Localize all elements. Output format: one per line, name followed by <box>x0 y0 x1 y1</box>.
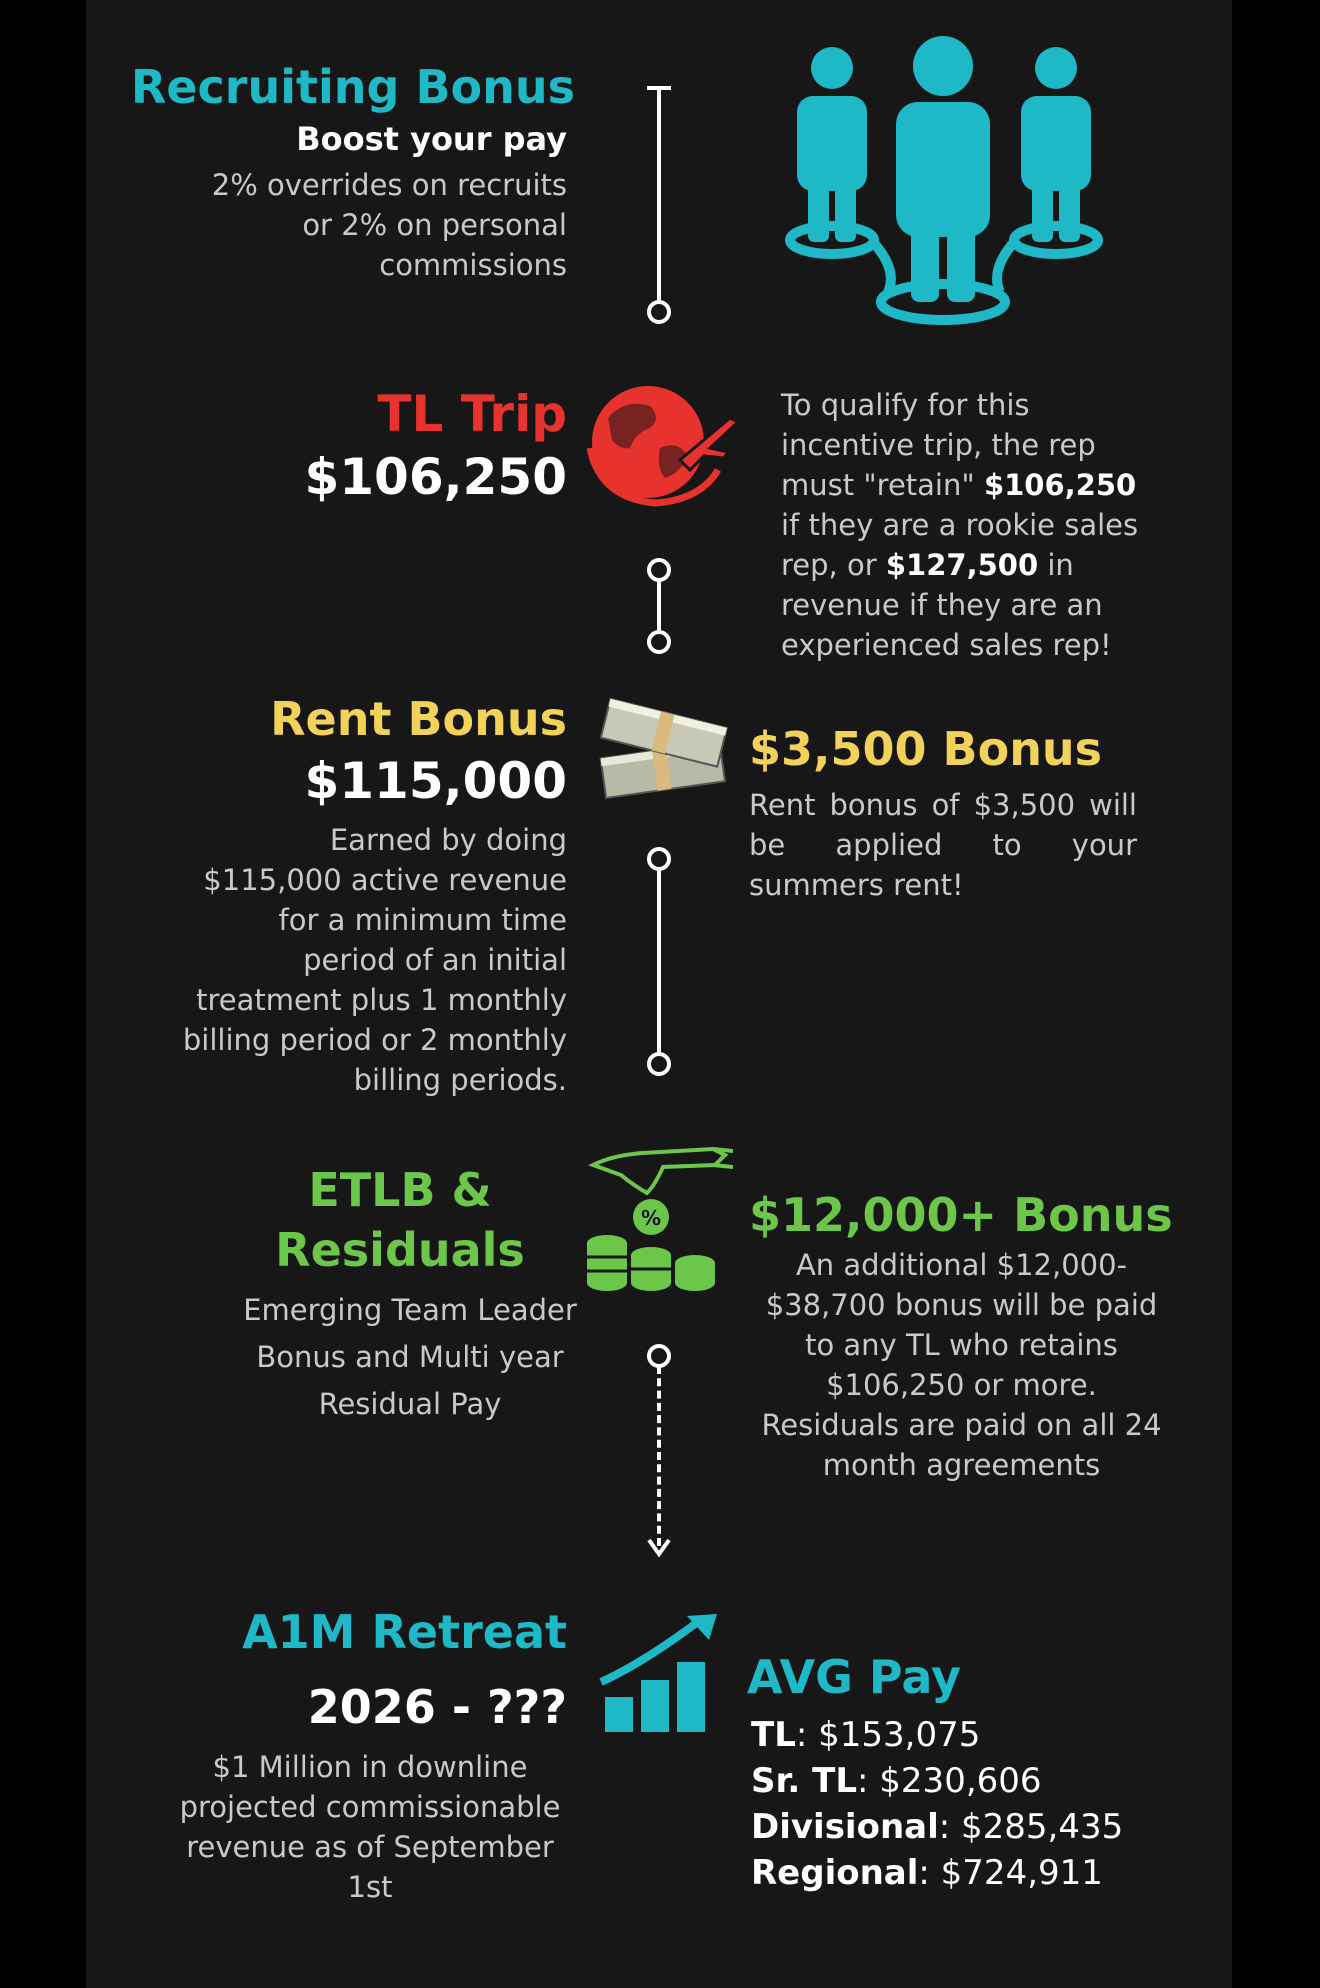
timeline-dot <box>647 300 671 324</box>
rent-bonus-title: $3,500 Bonus <box>749 722 1103 776</box>
avg-pay-label: TL <box>751 1715 796 1755</box>
rent-bonus-description: Rent bonus of $3,500 will be applied to your summers rent! <box>749 788 1137 902</box>
globe-plane-icon <box>580 378 740 513</box>
etlb-bonus-description <box>749 1245 1174 1485</box>
etlb-description <box>210 1287 610 1428</box>
avg-pay-title: AVG Pay <box>747 1650 961 1704</box>
text-line: month agreements <box>822 1448 1101 1482</box>
text-line: $1 Million in downline <box>212 1750 528 1784</box>
text-line: or 2% on personal <box>302 208 567 242</box>
avg-pay-value: : $285,435 <box>938 1807 1124 1847</box>
text-line: $115,000 active revenue <box>203 863 567 897</box>
text-line: Bonus and Multi year <box>256 1340 564 1374</box>
recruiting-subtitle: Boost your pay <box>296 120 567 158</box>
growth-chart-icon <box>595 1612 720 1737</box>
avg-pay-list <box>751 1712 1123 1896</box>
text-line: Residuals are paid on all 24 <box>761 1408 1162 1442</box>
avg-pay-row <box>751 1712 1123 1758</box>
percent-symbol: % <box>640 1206 662 1230</box>
retreat-description <box>175 1747 565 1907</box>
text-span: To qualify for this incentive trip, the rep must "retain" <box>781 388 1096 502</box>
text-span: if they are a rookie sales rep, or <box>781 508 1139 582</box>
avg-pay-row <box>751 1804 1123 1850</box>
text-line: commissions <box>379 248 567 282</box>
text-line: period of an initial <box>303 943 567 977</box>
text-line: treatment plus 1 monthly <box>196 983 567 1017</box>
hand-coins-icon <box>583 1145 733 1295</box>
retreat-year: 2026 - ??? <box>307 1680 567 1734</box>
text-line: billing periods. <box>353 1063 567 1097</box>
text-line: $38,700 bonus will be paid <box>765 1288 1158 1322</box>
text-line: An additional $12,000- <box>795 1248 1128 1282</box>
avg-pay-value: : $153,075 <box>795 1715 981 1755</box>
text-line: to any TL who retains <box>805 1328 1118 1362</box>
etlb-title-line: ETLB & <box>308 1163 492 1217</box>
tl-trip-description <box>781 385 1161 665</box>
money-stack-icon <box>580 690 740 810</box>
text-line: billing period or 2 monthly <box>182 1023 567 1057</box>
rent-amount: $115,000 <box>304 752 567 810</box>
people-network-icon <box>778 30 1108 330</box>
avg-pay-value: : $230,606 <box>857 1761 1042 1801</box>
retreat-title: A1M Retreat <box>242 1605 567 1659</box>
etlb-title-line: Residuals <box>275 1223 525 1277</box>
timeline-dot <box>647 1344 671 1368</box>
rookie-amount: $106,250 <box>983 468 1137 502</box>
tl-trip-title: TL Trip <box>377 385 567 443</box>
text-line: Emerging Team Leader <box>243 1293 577 1327</box>
avg-pay-label: Divisional <box>751 1807 939 1847</box>
text-line: revenue as of September <box>186 1830 554 1864</box>
rent-description <box>67 820 567 1100</box>
timeline-line <box>657 867 661 1057</box>
text-line: 2% overrides on recruits <box>211 168 567 202</box>
text-line: projected commissionable <box>179 1790 561 1824</box>
recruiting-description <box>67 165 567 285</box>
recruiting-title: Recruiting Bonus <box>130 60 575 114</box>
text-line: Residual Pay <box>318 1387 502 1421</box>
avg-pay-value: : $724,911 <box>918 1853 1103 1893</box>
tl-trip-amount: $106,250 <box>304 448 567 506</box>
avg-pay-row <box>751 1850 1123 1896</box>
etlb-title <box>200 1160 600 1280</box>
text-line: $106,250 or more. <box>826 1368 1097 1402</box>
etlb-bonus-title: $12,000+ Bonus <box>749 1188 1173 1242</box>
text-line: Earned by doing <box>329 823 567 857</box>
experienced-amount: $127,500 <box>885 548 1039 582</box>
timeline-cap <box>647 86 671 90</box>
arrow-down-icon <box>645 1536 673 1560</box>
timeline-line <box>657 88 661 304</box>
text-span: in revenue if they are an experienced sales rep! <box>781 548 1112 662</box>
avg-pay-label: Regional <box>751 1853 919 1893</box>
rent-title: Rent Bonus <box>270 692 567 746</box>
timeline-dot <box>647 1052 671 1076</box>
timeline-dot <box>647 630 671 654</box>
timeline-dashed-line <box>657 1366 661 1546</box>
text-line: for a minimum time <box>278 903 567 937</box>
avg-pay-label: Sr. TL <box>751 1761 858 1801</box>
timeline-line <box>657 578 661 630</box>
text-line: 1st <box>347 1870 393 1904</box>
avg-pay-row <box>751 1758 1123 1804</box>
